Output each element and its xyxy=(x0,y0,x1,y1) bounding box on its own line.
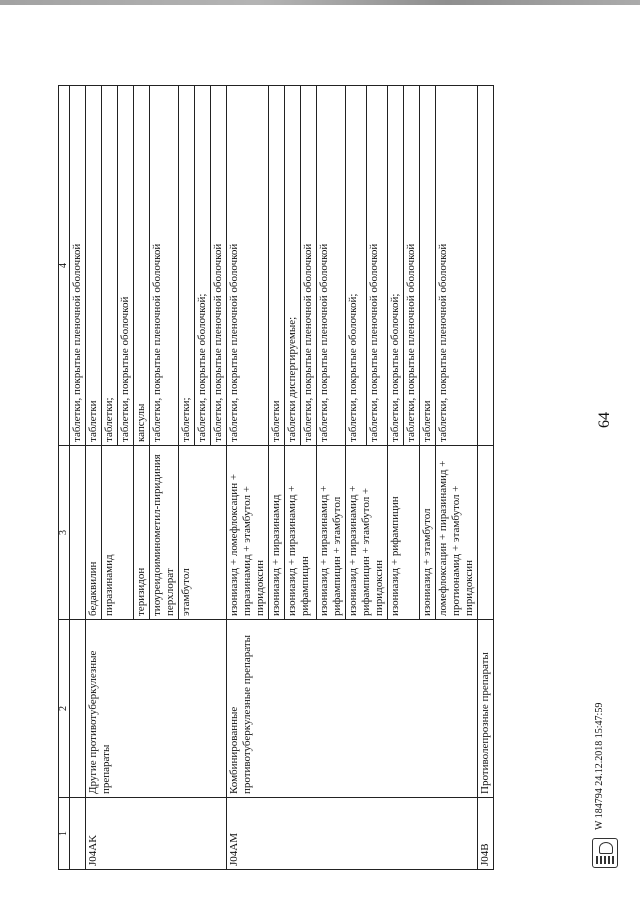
substance-cell: изониазид + этамбутол xyxy=(420,446,436,620)
column-header-3: 3 xyxy=(59,446,70,620)
form-cell: таблетки xyxy=(86,86,102,446)
table-body xyxy=(59,86,494,870)
form-cell: таблетки, покрытые пленочной оболочкой xyxy=(227,86,269,446)
substance-cell: пиразинамид xyxy=(102,446,134,620)
form-cell: таблетки, покрытые пленочной оболочкой xyxy=(70,86,86,446)
substance-cell xyxy=(478,446,494,620)
form-cell: таблетки, покрытые пленочной оболочкой xyxy=(367,86,388,446)
group-name-cell: Другие противотуберкулезные препараты xyxy=(86,620,227,798)
form-cell: таблетки, покрытые пленочной оболочкой xyxy=(150,86,179,446)
document-seal-icon xyxy=(592,838,618,868)
substance-cell: изониазид + ломефлоксацин + пиразинамид + этамбутол + пиридоксин xyxy=(227,446,269,620)
form-cell: таблетки, покрытые пленочной оболочкой xyxy=(301,86,317,446)
substance-cell: изониазид + пиразинамид xyxy=(269,446,285,620)
form-cell: таблетки, покрытые оболочкой; xyxy=(388,86,404,446)
page-number: 64 xyxy=(596,412,613,428)
atc-code-cell: J04B xyxy=(478,798,494,870)
substance-cell: ломефлоксацин + пиразинамид + протионамид + этамбутол + пиридоксин xyxy=(436,446,478,620)
form-cell: капсулы xyxy=(134,86,150,446)
scan-edge-mark xyxy=(0,0,640,5)
substance-cell: бедаквилин xyxy=(86,446,102,620)
table-row xyxy=(227,86,269,870)
form-cell: таблетки, покрытые пленочной оболочкой xyxy=(436,86,478,446)
group-name-cell: Противолепрозные препараты xyxy=(478,620,494,798)
form-cell: таблетки xyxy=(269,86,285,446)
table-row xyxy=(86,86,102,870)
form-cell: таблетки, покрытые оболочкой; xyxy=(195,86,211,446)
form-cell: таблетки, покрытые пленочной оболочкой xyxy=(317,86,346,446)
form-cell: таблетки, покрытые оболочкой; xyxy=(346,86,367,446)
substance-cell: изониазид + пиразинамид + рифампицин + этамбутол xyxy=(317,446,346,620)
form-cell: таблетки; xyxy=(102,86,118,446)
group-name-cell: Комбинированные противотуберкулезные препараты xyxy=(227,620,478,798)
table-row xyxy=(478,86,494,870)
substance-cell: этамбутол xyxy=(179,446,227,620)
stamp-text: W 184794 24.12.2018 15:47:59 xyxy=(594,702,605,830)
form-cell xyxy=(478,86,494,446)
form-cell: таблетки xyxy=(420,86,436,446)
atc-code-cell: J04AK xyxy=(86,798,227,870)
electronic-signature-stamp xyxy=(590,600,620,870)
column-header-2: 2 xyxy=(59,620,70,798)
atc-code-cell: J04AM xyxy=(227,798,478,870)
table-header-row xyxy=(59,86,70,870)
table-frame xyxy=(58,86,520,870)
form-cell: таблетки, покрытые пленочной оболочкой xyxy=(211,86,227,446)
column-header-4: 4 xyxy=(59,86,70,446)
form-cell: таблетки; xyxy=(179,86,195,446)
substance-cell: изониазид + рифампицин xyxy=(388,446,420,620)
form-cell: таблетки, покрытые пленочной оболочкой xyxy=(404,86,420,446)
substance-cell: тиоуреидоиминометил-пиридиния перхлорат xyxy=(150,446,179,620)
column-header-1: 1 xyxy=(59,798,70,870)
rotated-table-container xyxy=(58,86,520,870)
substance-cell: изониазид + пиразинамид + рифампицин xyxy=(285,446,317,620)
substance-cell: изониазид + пиразинамид + рифампицин + этамбутол + пиридоксин xyxy=(346,446,388,620)
form-cell: таблетки, покрытые оболочкой xyxy=(118,86,134,446)
continued-row xyxy=(70,86,86,870)
form-cell: таблетки диспергируемые; xyxy=(285,86,301,446)
substance-cell: теризидон xyxy=(134,446,150,620)
drug-list-table xyxy=(58,85,494,870)
